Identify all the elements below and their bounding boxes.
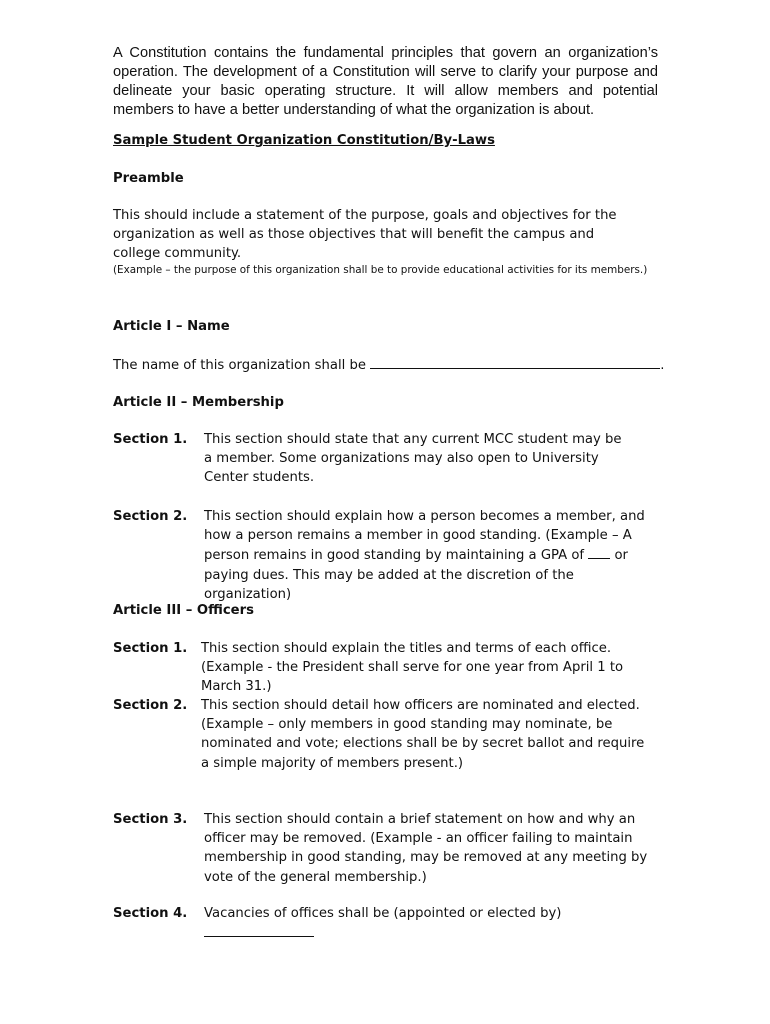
document-title: Sample Student Organization Constitution/By-Laws [113,133,495,148]
article-1-heading: Article I – Name [113,319,230,334]
article-3-section-4-line [204,904,664,943]
article-2-heading: Article II – Membership [113,395,284,410]
article-3-section-3-text: This section should contain a brief statement on how and why an officer may be removed. (Example - an officer failing to maintain membership in good standing, may be removed at any meeting by vote of the general membership.) [204,812,648,885]
organization-name-blank[interactable] [370,355,660,369]
article-2-section-2-text-b: or paying dues. This may be added at the discretion of the organization) [204,548,628,602]
article-2-section-2-text [204,507,656,604]
article-2-section-1-label: Section 1. [113,432,188,447]
article-3-section-4-text: Vacancies of offices shall be (appointed or elected by) [204,906,562,921]
preamble-example: (Example – the purpose of this organization shall be to provide educational activities for its members.) [113,264,648,276]
preamble-heading: Preamble [113,171,184,186]
article-1-text: The name of this organization shall be [113,358,366,373]
vacancies-blank[interactable] [204,923,314,937]
article-3-heading: Article III – Officers [113,603,254,618]
article-2-section-2-label: Section 2. [113,509,188,524]
article-3-section-2-label: Section 2. [113,698,188,713]
article-2-section-2-text-a: This section should explain how a person becomes a member, and how a person remains a member in good standing. (Example – A person remains in good standing by maintaining a GPA of [204,509,645,564]
article-3-section-1-label: Section 1. [113,641,188,656]
article-3-section-4-label: Section 4. [113,906,188,921]
gpa-blank[interactable] [588,545,610,559]
article-1-name-line [113,355,673,375]
article-3-section-2-text: This section should detail how officers are nominated and elected. (Example – only members in good standing may nominate, be nominated and vote; elections shall be by secret ballot and require a simple majority of members present.) [201,698,645,771]
intro-paragraph: A Constitution contains the fundamental principles that govern an organization’s operation. The development of a Constitution will serve to clarify your purpose and delineate your basic operating structure. It will allow members and potential members to have a better understanding of what the organization is about. [113,45,658,118]
article-2-section-1-text: This section should state that any current MCC student may be a member. Some organizations may also open to University Center students. [204,432,622,486]
article-3-section-3-label: Section 3. [113,812,188,827]
article-3-section-1-text: This section should explain the titles and terms of each office. (Example - the President shall serve for one year from April 1 to March 31.) [201,641,624,695]
preamble-text: This should include a statement of the purpose, goals and objectives for the organization as well as those objectives that will benefit the campus and college community. [113,208,617,262]
article-1-period: . [660,358,665,373]
